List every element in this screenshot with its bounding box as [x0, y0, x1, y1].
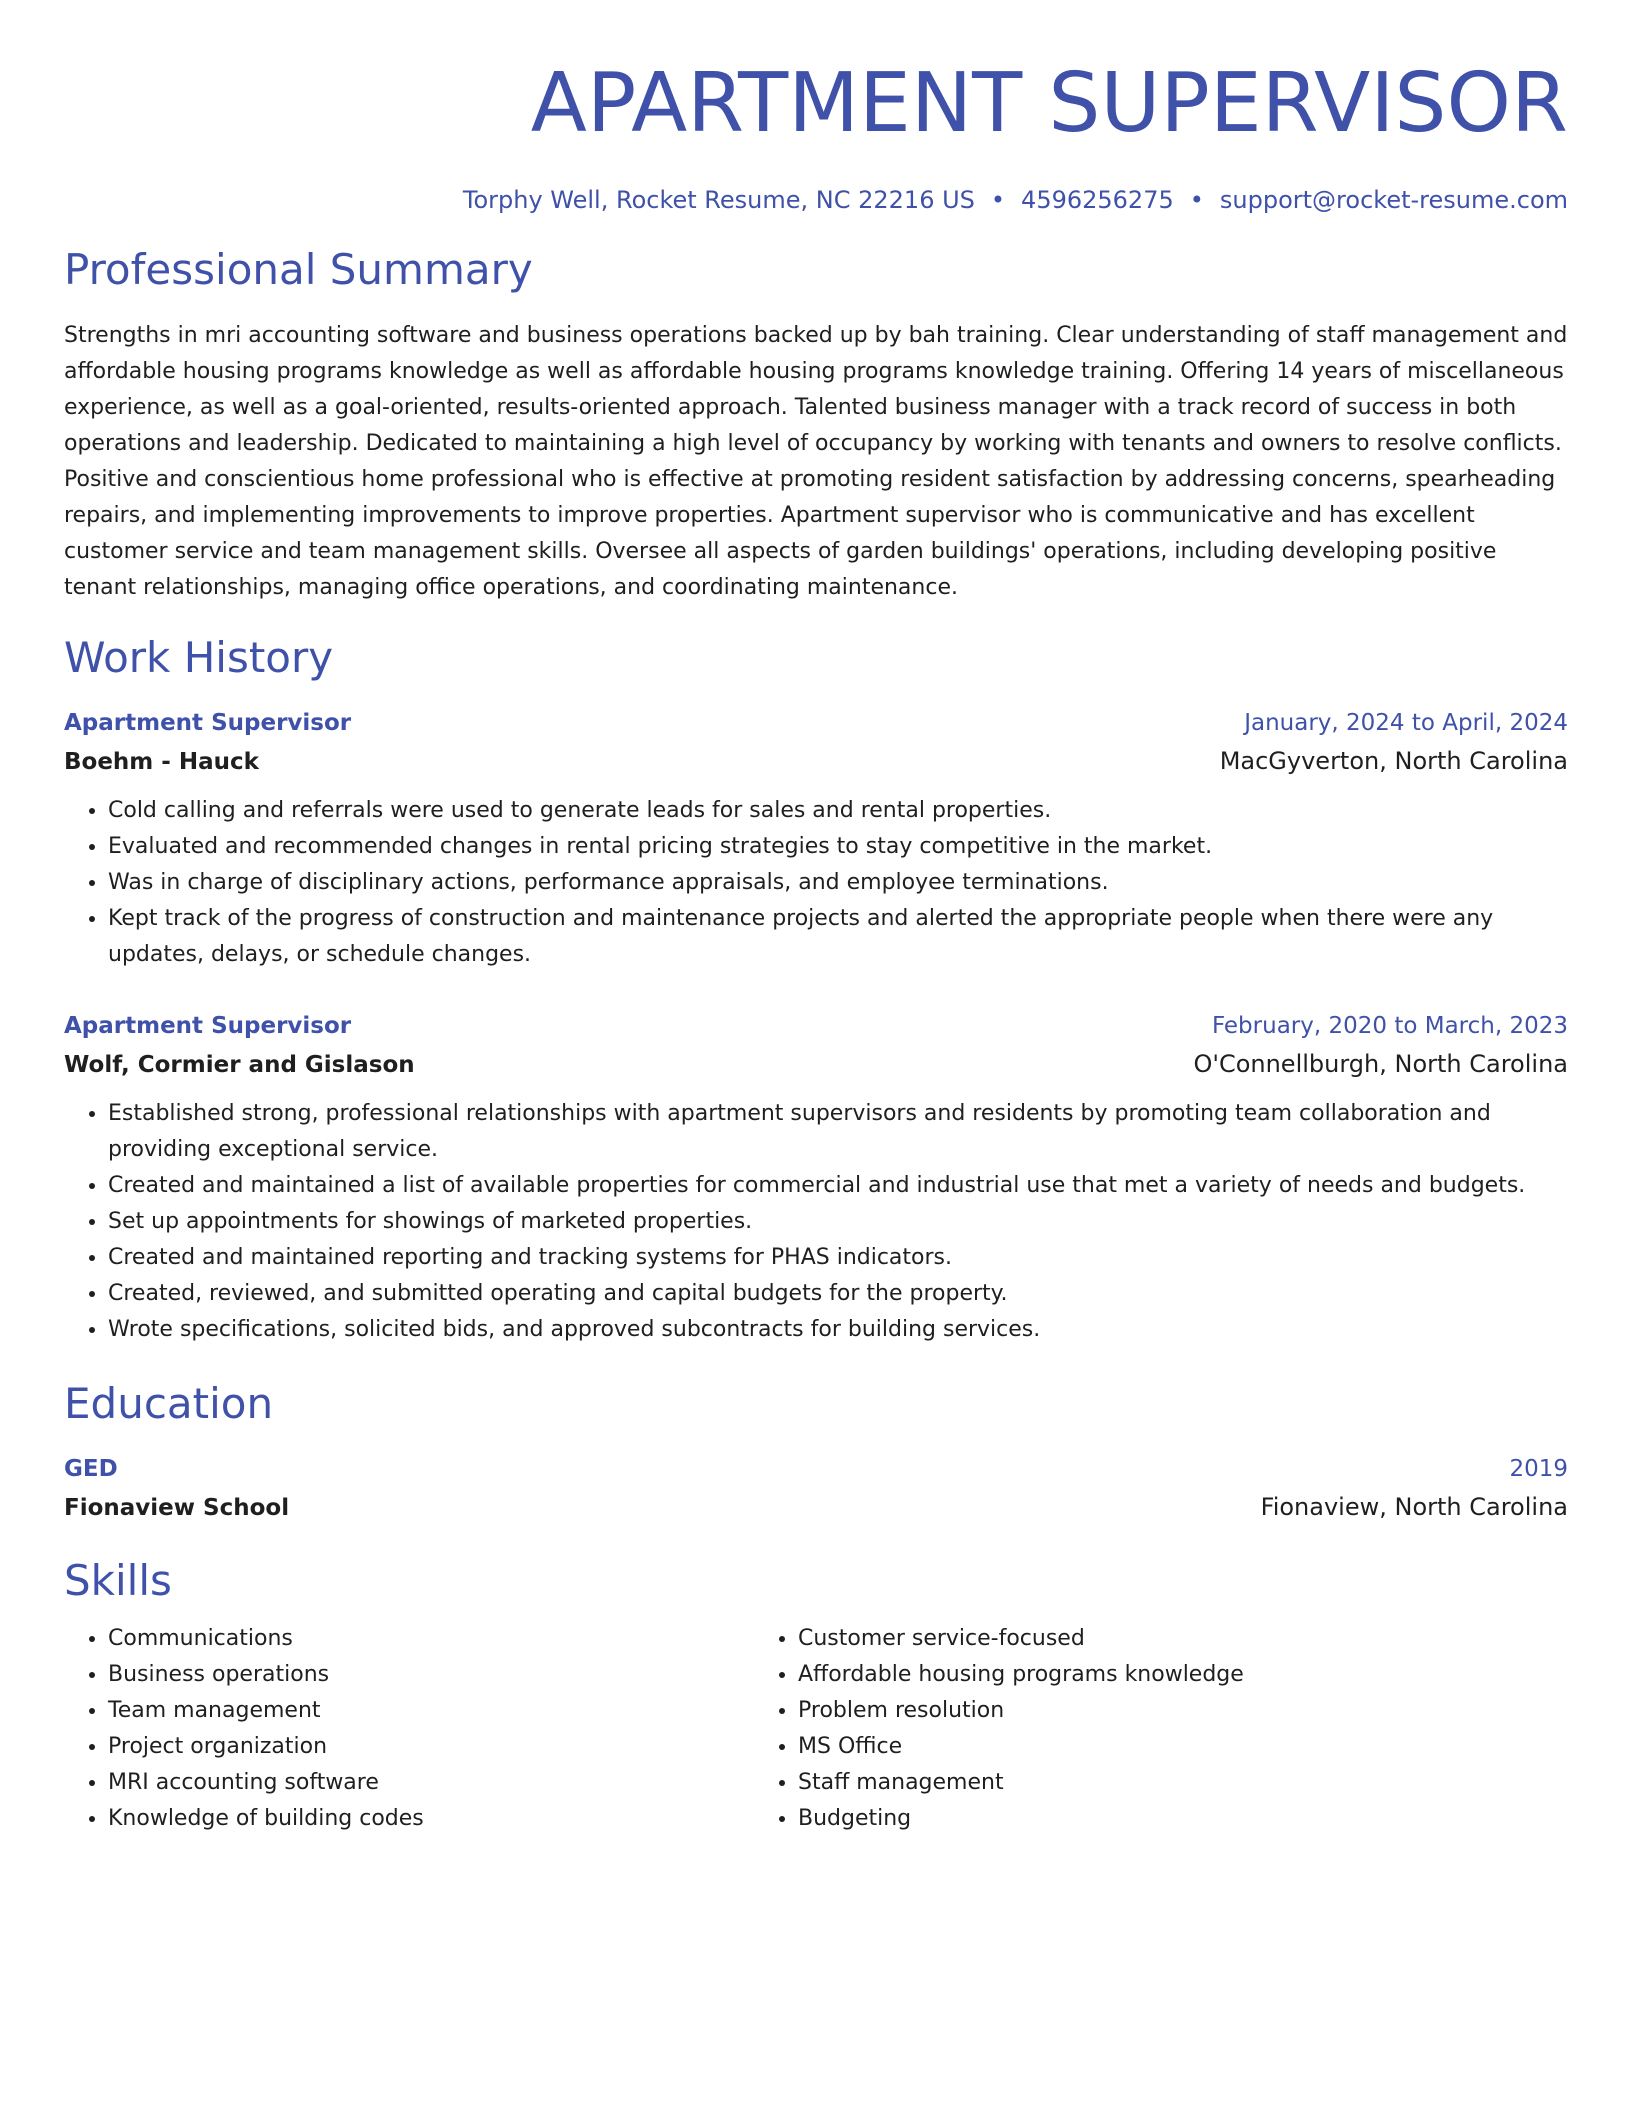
- education-degree: GED: [64, 1456, 118, 1482]
- job-dates: February, 2020 to March, 2023: [1211, 1013, 1568, 1039]
- contact-separator: •: [990, 186, 1006, 214]
- section-title-skills: Skills: [64, 1556, 172, 1605]
- skill-item: • Team management: [108, 1693, 754, 1729]
- job-title: Apartment Supervisor: [64, 710, 352, 736]
- summary-text: Strengths in mri accounting software and business operations backed up by bah training. Clear understanding of staff management and affordable housing programs knowledge as well as affordable housing programs knowledge training. Offering 14 years of miscellaneous experience, as well as a goal-oriented, results-oriented approach. Talented business manager with a track record of success in both operations and leadership. Dedicated to maintaining a high level of occupancy by working with tenants and owners to resolve conflicts. Positive and conscientious home professional who is effective at promoting resident satisfaction by addressing concerns, spearheading repairs, and implementing improvements to improve properties. Apartment supervisor who is communicative and has excellent customer service and team management skills. Oversee all aspects of garden buildings' operations, including developing positive tenant relationships, managing office operations, and coordinating maintenance.: [64, 323, 1568, 600]
- skill-item: • MRI accounting software: [108, 1765, 754, 1801]
- contact-separator: •: [1189, 186, 1204, 214]
- section-title-work-history: Work History: [64, 633, 334, 682]
- job-bullets: [64, 1096, 1568, 1348]
- job-bullet: • Created and maintained a list of available properties for commercial and industrial use that met a variety of needs and budgets.: [108, 1168, 1568, 1204]
- skill-item: • Business operations: [108, 1657, 754, 1693]
- education-school-row: [64, 1488, 1568, 1527]
- education-year: 2019: [1509, 1456, 1568, 1482]
- skill-item: • Communications: [108, 1621, 754, 1657]
- contact-phone: 4596256275: [1021, 186, 1174, 214]
- job-company-row: [64, 742, 1568, 781]
- job-bullet: • Cold calling and referrals were used to generate leads for sales and rental properties.: [108, 793, 1568, 829]
- job-bullet: • Was in charge of disciplinary actions, performance appraisals, and employee terminations.: [108, 865, 1568, 901]
- job-bullet: • Created and maintained reporting and tracking systems for PHAS indicators.: [108, 1240, 1568, 1276]
- skill-item: • MS Office: [798, 1729, 1494, 1765]
- job-dates: January, 2024 to April, 2024: [1244, 710, 1568, 736]
- section-title-summary: Professional Summary: [64, 245, 533, 294]
- skill-item: • Knowledge of building codes: [108, 1801, 754, 1837]
- job-entry: [64, 704, 1568, 973]
- job-entry: [64, 1007, 1568, 1348]
- contact-line: [64, 184, 1568, 216]
- skills-list-right: [754, 1621, 1494, 1837]
- education-entry: [64, 1450, 1568, 1527]
- skills-list-left: [64, 1621, 754, 1837]
- job-location: O'Connellburgh, North Carolina: [1193, 1050, 1568, 1078]
- education-location: Fionaview, North Carolina: [1260, 1493, 1568, 1521]
- job-location: MacGyverton, North Carolina: [1219, 747, 1568, 775]
- job-bullet: • Set up appointments for showings of marketed properties.: [108, 1204, 1568, 1240]
- contact-email[interactable]: support@rocket-resume.com: [1219, 186, 1568, 214]
- skill-item: • Problem resolution: [798, 1693, 1494, 1729]
- job-bullet: • Created, reviewed, and submitted operating and capital budgets for the property.: [108, 1276, 1568, 1312]
- job-bullet: • Wrote specifications, solicited bids, and approved subcontracts for building services.: [108, 1312, 1568, 1348]
- skill-item: • Staff management: [798, 1765, 1494, 1801]
- skill-item: • Budgeting: [798, 1801, 1494, 1837]
- job-header-row: [64, 704, 1568, 742]
- education-school: Fionaview School: [64, 1495, 290, 1521]
- job-company: Boehm - Hauck: [64, 749, 259, 775]
- job-header-row: [64, 1007, 1568, 1045]
- education-header-row: [64, 1450, 1568, 1488]
- skill-item: • Customer service-focused: [798, 1621, 1494, 1657]
- job-title: Apartment Supervisor: [64, 1013, 352, 1039]
- job-bullet: • Evaluated and recommended changes in rental pricing strategies to stay competitive in the market.: [108, 829, 1568, 865]
- skill-item: • Affordable housing programs knowledge: [798, 1657, 1494, 1693]
- job-bullet: • Established strong, professional relationships with apartment supervisors and residents by promoting team collaboration and providing exceptional service.: [108, 1096, 1568, 1168]
- contact-address: Torphy Well, Rocket Resume, NC 22216 US: [462, 186, 975, 214]
- section-title-education: Education: [64, 1379, 274, 1428]
- skill-item: • Project organization: [108, 1729, 754, 1765]
- resume-name: APARTMENT SUPERVISOR: [530, 56, 1568, 151]
- job-company: Wolf, Cormier and Gislason: [64, 1052, 415, 1078]
- job-company-row: [64, 1045, 1568, 1084]
- job-bullet: • Kept track of the progress of construction and maintenance projects and alerted the appropriate people when there were any updates, delays, or schedule changes.: [108, 901, 1568, 973]
- skills-columns: [64, 1621, 1568, 1837]
- resume-header: [64, 0, 1568, 216]
- job-bullets: [64, 793, 1568, 973]
